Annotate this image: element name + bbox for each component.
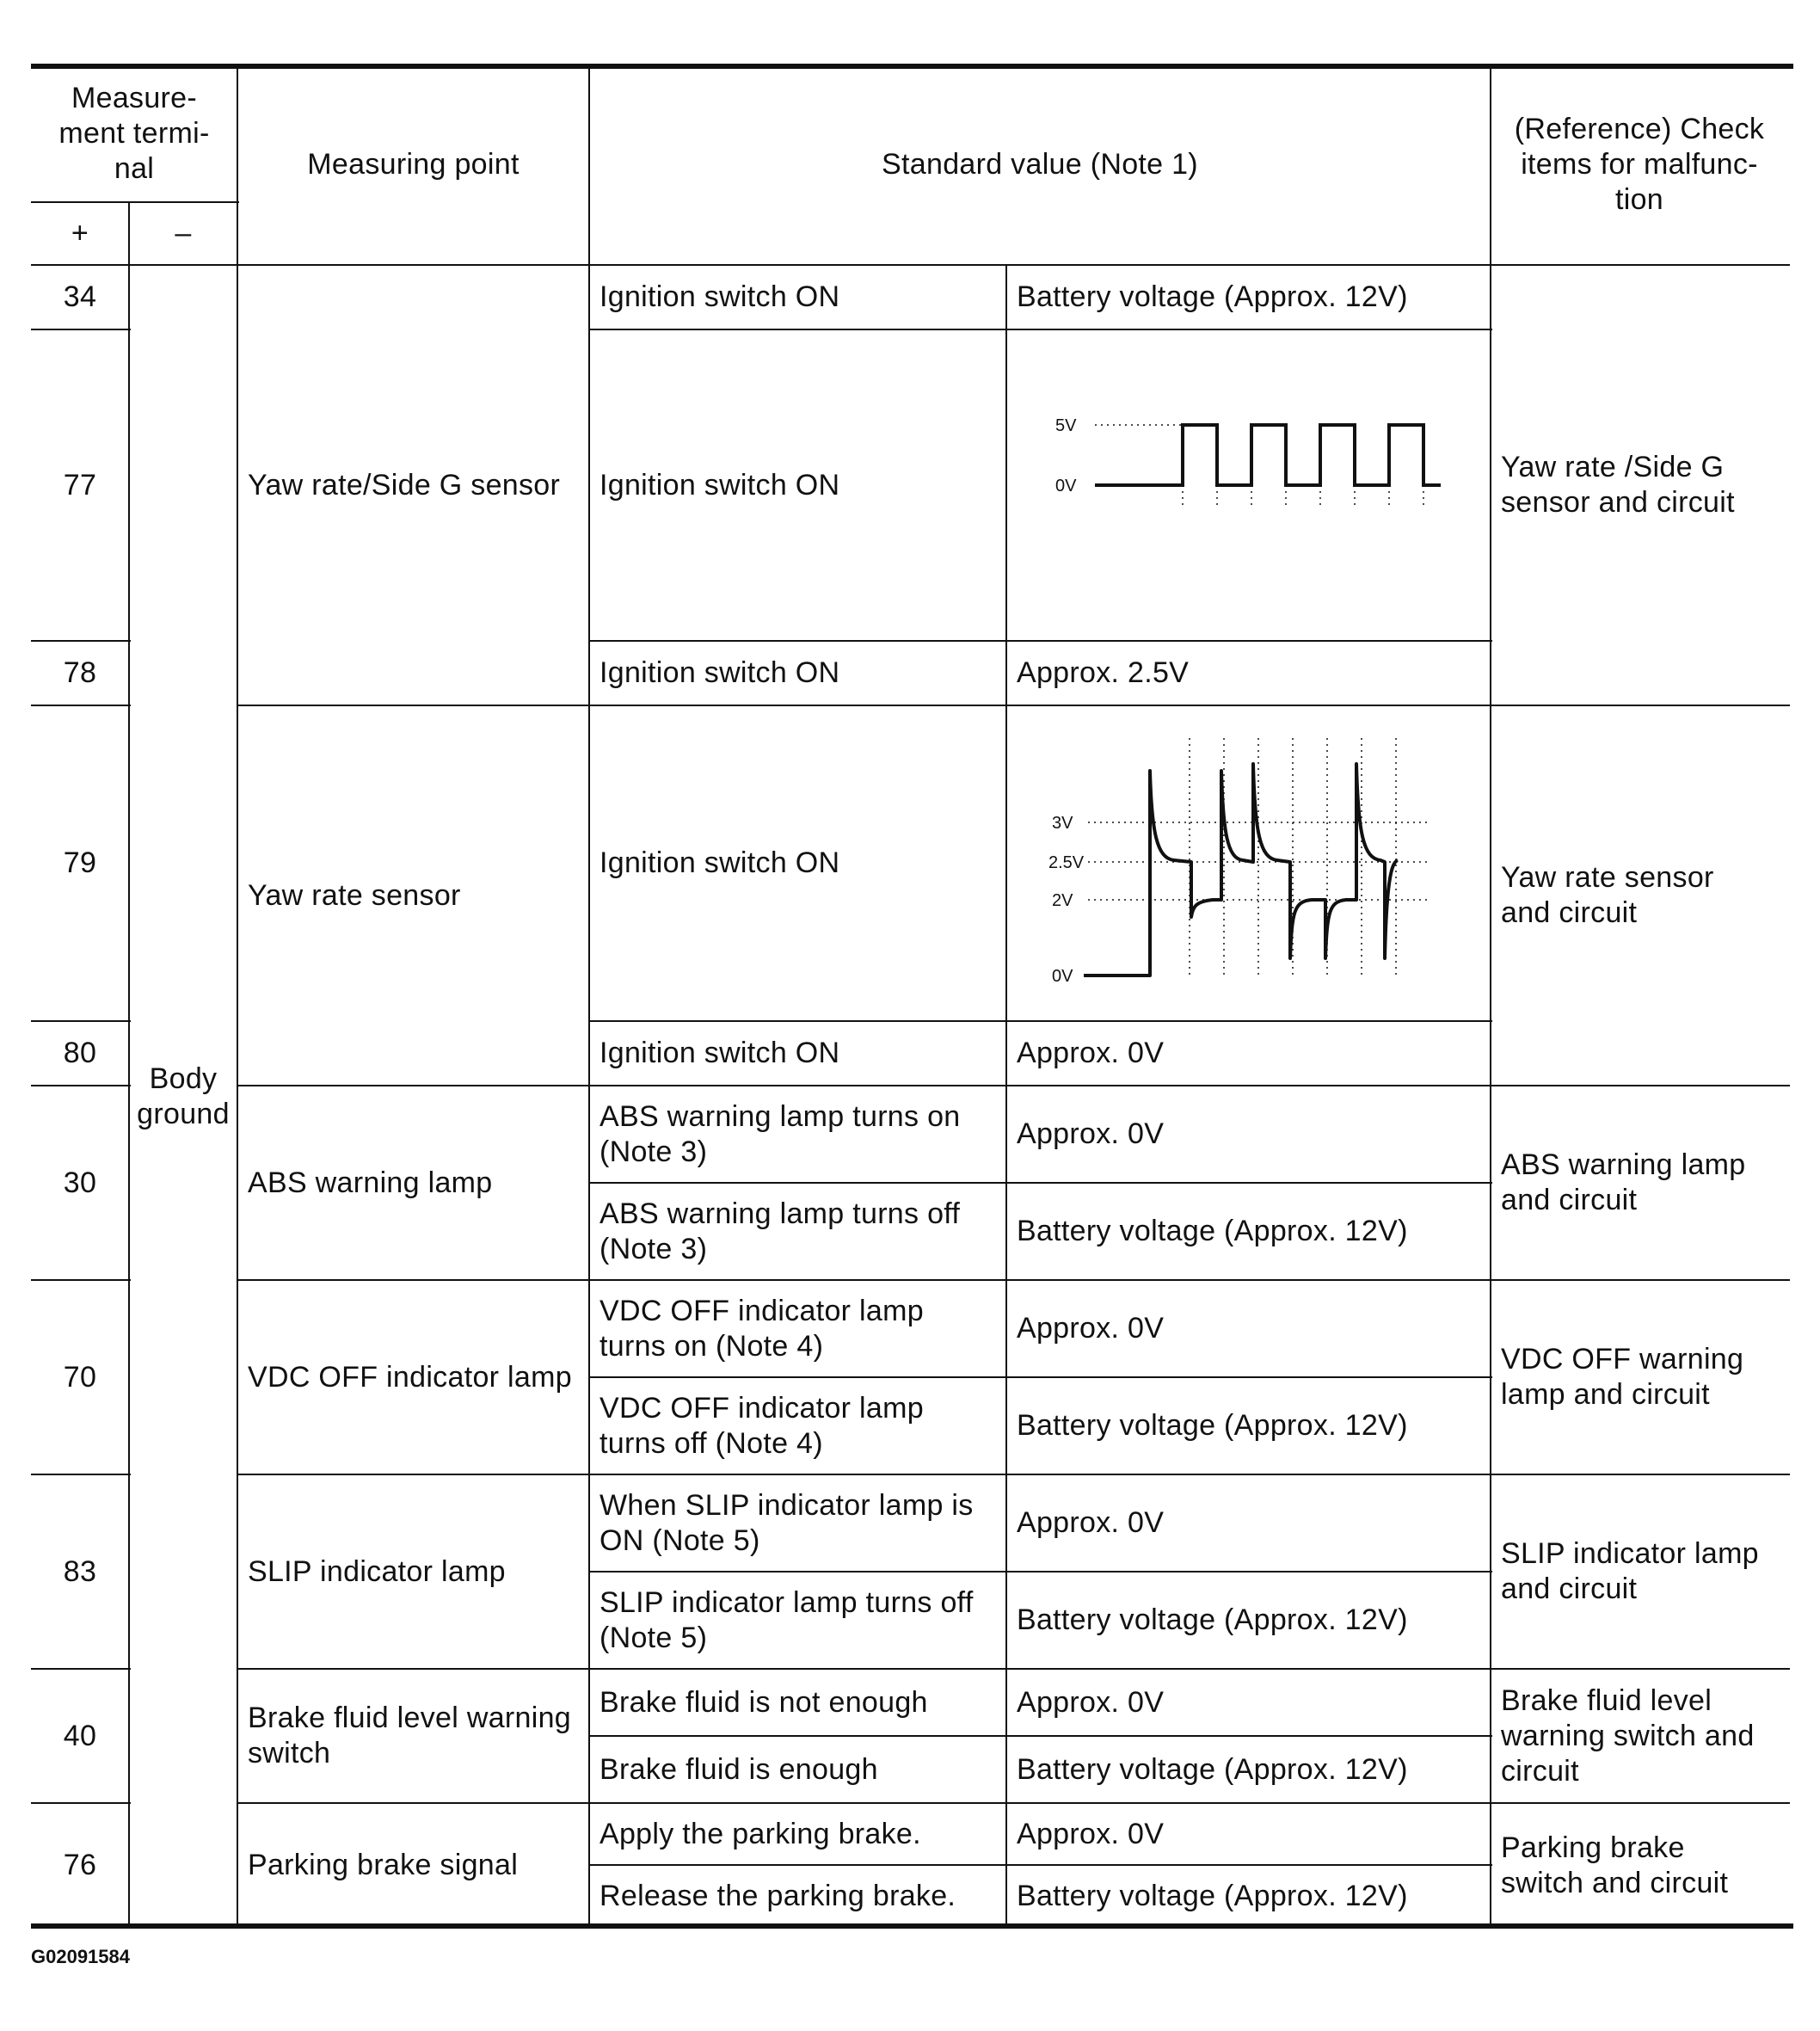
terminal-40: 40 xyxy=(63,1719,97,1752)
condition-12: Brake fluid is enough xyxy=(599,1752,878,1786)
reference-5: Brake fluid level warning switch and circuit xyxy=(1501,1683,1755,1788)
measurement-terminal-header: Measure- ment termi- nal xyxy=(58,81,210,185)
value-0: Battery voltage (Approx. 12V) xyxy=(1017,280,1408,313)
condition-2: Ignition switch ON xyxy=(599,656,840,689)
reference-0: Yaw rate /Side G sensor and circuit xyxy=(1501,451,1735,519)
condition-4: Ignition switch ON xyxy=(599,1037,840,1069)
reference-4: SLIP indicator lamp and circuit xyxy=(1501,1537,1759,1605)
terminal-70: 70 xyxy=(63,1360,97,1394)
reference-6: Parking brake switch and circuit xyxy=(1501,1831,1729,1899)
measuring-point-4: SLIP indicator lamp xyxy=(248,1554,506,1588)
value-4: Approx. 0V xyxy=(1017,1037,1165,1069)
value-7: Approx. 0V xyxy=(1017,1312,1165,1345)
condition-1: Ignition switch ON xyxy=(599,468,840,502)
condition-7: VDC OFF indicator lamp turns on (Note 4) xyxy=(599,1294,924,1363)
reference-2: ABS warning lamp and circuit xyxy=(1501,1148,1746,1216)
terminal-83: 83 xyxy=(63,1554,97,1588)
condition-5: ABS warning lamp turns on (Note 3) xyxy=(599,1099,961,1168)
measuring-point-1: Yaw rate sensor xyxy=(248,878,461,912)
yaw-2v-label: 2V xyxy=(1052,891,1073,910)
terminal-77: 77 xyxy=(63,468,97,502)
condition-8: VDC OFF indicator lamp turns off (Note 4) xyxy=(599,1391,924,1460)
reference-header: (Reference) Check items for malfunc- tion xyxy=(1514,113,1765,216)
terminal-76: 76 xyxy=(63,1849,97,1881)
terminal-table xyxy=(31,65,1788,1928)
yaw-0v-label: 0V xyxy=(1052,967,1073,986)
value-13: Approx. 0V xyxy=(1017,1817,1165,1850)
body-ground-cell: Body ground xyxy=(137,1062,230,1130)
value-6: Battery voltage (Approx. 12V) xyxy=(1017,1215,1408,1247)
pulse-high-label: 5V xyxy=(1055,416,1077,435)
figure-code: G02091584 xyxy=(31,1946,130,1967)
terminal-80: 80 xyxy=(63,1037,97,1069)
pulse-low-label: 0V xyxy=(1055,477,1077,495)
measuring-point-5: Brake fluid level warning switch xyxy=(248,1702,572,1769)
value-10: Battery voltage (Approx. 12V) xyxy=(1017,1603,1408,1636)
terminal-34: 34 xyxy=(63,280,97,313)
value-8: Battery voltage (Approx. 12V) xyxy=(1017,1409,1408,1442)
plus-header: + xyxy=(71,217,89,249)
value-5: Approx. 0V xyxy=(1017,1117,1165,1150)
measuring-point-6: Parking brake signal xyxy=(248,1849,519,1881)
condition-11: Brake fluid is not enough xyxy=(599,1685,928,1719)
measuring-point-3: VDC OFF indicator lamp xyxy=(248,1360,572,1394)
yaw-3v-label: 3V xyxy=(1052,814,1073,833)
condition-0: Ignition switch ON xyxy=(599,280,840,313)
condition-6: ABS warning lamp turns off (Note 3) xyxy=(599,1197,961,1265)
reference-1: Yaw rate sensor and circuit xyxy=(1501,861,1714,929)
condition-9: When SLIP indicator lamp is ON (Note 5) xyxy=(599,1488,974,1557)
pulse-waveform xyxy=(1036,404,1458,516)
value-12: Battery voltage (Approx. 12V) xyxy=(1017,1752,1408,1786)
measuring-point-2: ABS warning lamp xyxy=(248,1166,493,1199)
terminal-78: 78 xyxy=(63,656,97,689)
value-9: Approx. 0V xyxy=(1017,1506,1165,1539)
minus-header: – xyxy=(175,217,192,249)
terminal-79: 79 xyxy=(63,846,97,879)
yaw-waveform xyxy=(1036,729,1458,988)
measuring-point-header: Measuring point xyxy=(307,148,520,181)
value-11: Approx. 0V xyxy=(1017,1685,1165,1719)
terminal-30: 30 xyxy=(63,1166,97,1199)
yaw-25v-label: 2.5V xyxy=(1048,853,1085,872)
condition-13: Apply the parking brake. xyxy=(599,1817,921,1850)
standard-value-header: Standard value (Note 1) xyxy=(882,148,1198,181)
reference-3: VDC OFF warning lamp and circuit xyxy=(1501,1343,1744,1411)
condition-10: SLIP indicator lamp turns off (Note 5) xyxy=(599,1585,974,1654)
condition-14: Release the parking brake. xyxy=(599,1880,956,1912)
value-14: Battery voltage (Approx. 12V) xyxy=(1017,1880,1408,1912)
value-2: Approx. 2.5V xyxy=(1017,656,1190,689)
condition-3: Ignition switch ON xyxy=(599,846,840,879)
measuring-point-0: Yaw rate/Side G sensor xyxy=(248,468,561,502)
